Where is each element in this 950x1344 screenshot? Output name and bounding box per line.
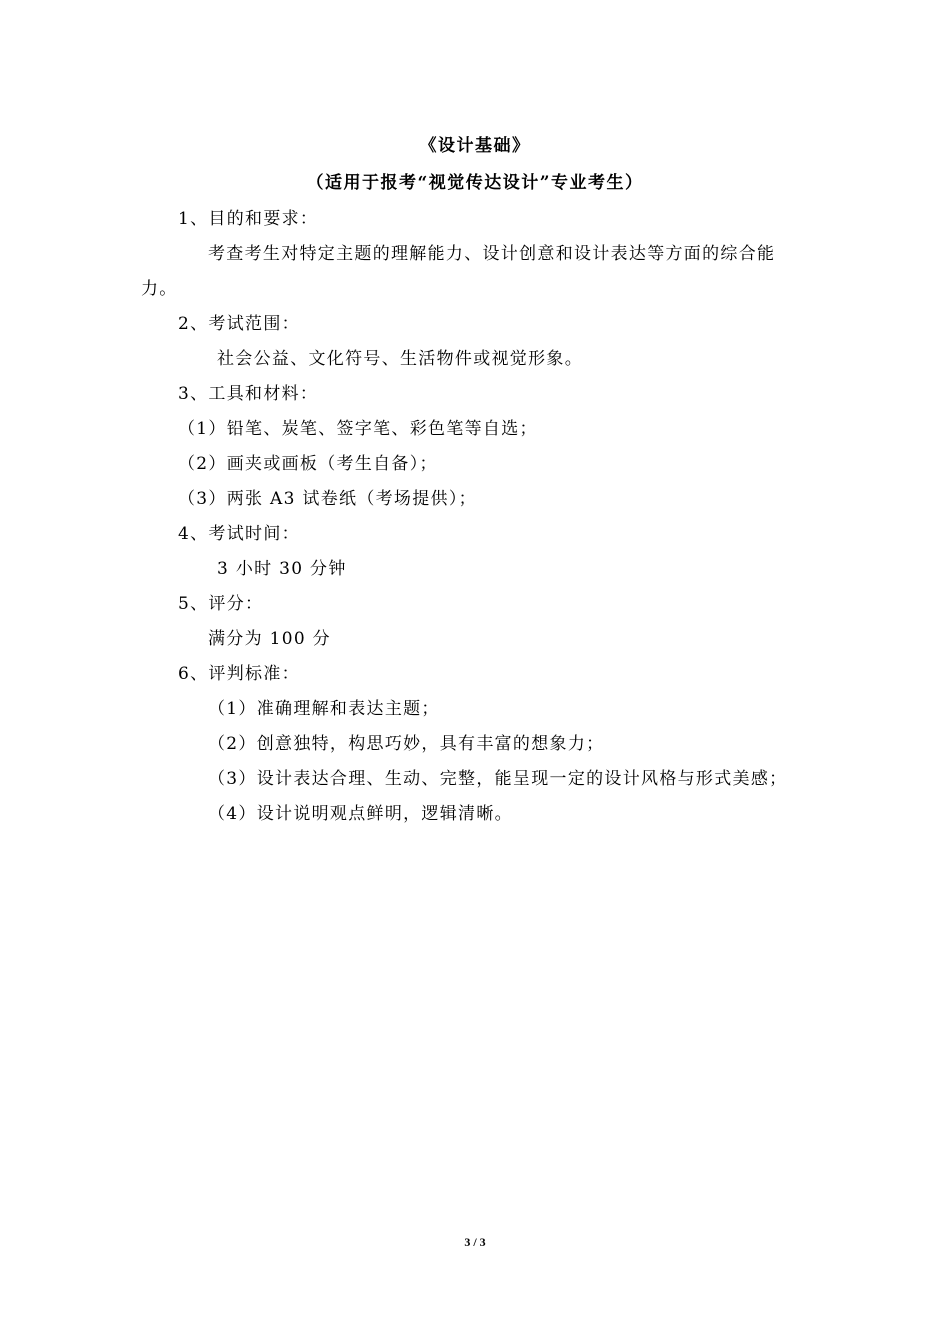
section-text-6-line-3: （3）设计表达合理、生动、完整，能呈现一定的设计风格与形式美感； — [208, 769, 788, 789]
page-number: 3 / 3 — [464, 1235, 486, 1249]
section-text-6-line-2: （2）创意独特，构思巧妙，具有丰富的想象力； — [208, 734, 605, 754]
section-text-1-line-2: 力。 — [141, 279, 178, 299]
section-text-1-line-1: 考查考生对特定主题的理解能力、设计创意和设计表达等方面的综合能 — [208, 244, 776, 264]
section-text-3-line-3: （3）两张 A3 试卷纸（考场提供）； — [178, 489, 477, 509]
section-heading-2: 2、考试范围： — [178, 314, 300, 334]
section-text-3-line-2: （2）画夹或画板（考生自备）； — [178, 454, 438, 474]
section-text-5-line-1: 满分为 100 分 — [208, 629, 331, 649]
section-heading-3: 3、工具和材料： — [178, 384, 319, 404]
section-text-4-line-1: 3 小时 30 分钟 — [217, 559, 347, 579]
section-heading-4: 4、考试时间： — [178, 524, 300, 544]
section-text-3-line-1: （1）铅笔、炭笔、签字笔、彩色笔等自选； — [178, 419, 538, 439]
section-heading-5: 5、评分： — [178, 594, 264, 614]
section-heading-6: 6、评判标准： — [178, 664, 300, 684]
section-text-6-line-4: （4）设计说明观点鲜明，逻辑清晰。 — [208, 804, 513, 824]
section-text-2-line-1: 社会公益、文化符号、生活物件或视觉形象。 — [217, 349, 583, 369]
section-text-6-line-1: （1）准确理解和表达主题； — [208, 699, 440, 719]
document-title: 《设计基础》 — [419, 136, 531, 156]
section-heading-1: 1、目的和要求： — [178, 209, 319, 229]
document-subtitle: （适用于报考“视觉传达设计”专业考生） — [306, 173, 644, 193]
